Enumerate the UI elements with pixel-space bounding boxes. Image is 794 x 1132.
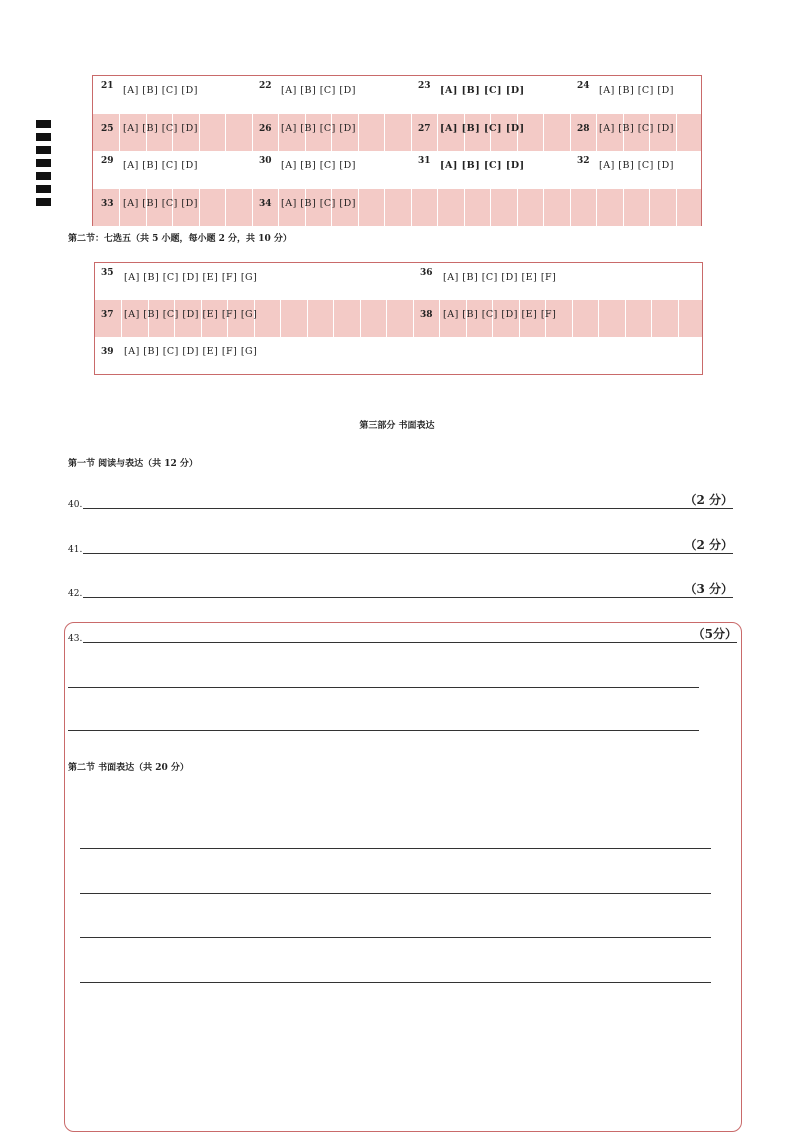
cell-divider bbox=[625, 300, 626, 337]
cell-divider bbox=[517, 189, 518, 226]
cell-divider bbox=[360, 300, 361, 337]
question-number: 28 bbox=[577, 123, 590, 134]
question-number: 37 bbox=[101, 310, 114, 320]
answer-bubbles-q34[interactable]: [A] [B] [C] [D] bbox=[281, 197, 356, 209]
answer-bubbles-q28[interactable]: [A] [B] [C] [D] bbox=[599, 122, 674, 134]
answer-bubbles-q31[interactable]: [A] [B] [C] [D] bbox=[440, 160, 525, 171]
answer-bubbles-q32[interactable]: [A] [B] [C] [D] bbox=[599, 160, 674, 171]
cell-divider bbox=[121, 300, 122, 337]
grid-row bbox=[95, 300, 702, 337]
essay-rule[interactable] bbox=[80, 982, 711, 983]
answer-bubbles-q22[interactable]: [A] [B] [C] [D] bbox=[281, 85, 356, 96]
grid-row bbox=[93, 151, 701, 188]
answer-line-41[interactable] bbox=[68, 539, 733, 555]
grid-row bbox=[93, 76, 701, 113]
cell-divider bbox=[386, 300, 387, 337]
part3-title: 第三部分 书面表达 bbox=[359, 421, 435, 431]
answer-bubbles-q30[interactable]: [A] [B] [C] [D] bbox=[281, 160, 356, 171]
question-number: 27 bbox=[418, 123, 431, 134]
grid-row bbox=[93, 114, 701, 151]
question-number: 43. bbox=[68, 634, 83, 644]
section-write-label: 第二节 书面表达（共 20 分） bbox=[68, 763, 189, 773]
cell-divider bbox=[678, 300, 679, 337]
answer-line-40[interactable] bbox=[68, 494, 733, 510]
cell-divider bbox=[225, 114, 226, 151]
cell-divider bbox=[199, 114, 200, 151]
cell-divider bbox=[225, 189, 226, 226]
cell-divider bbox=[437, 114, 438, 151]
score-label: （2 分） bbox=[684, 538, 733, 552]
section-read-label: 第一节 阅读与表达（共 12 分） bbox=[68, 459, 198, 469]
multiple-choice-grid bbox=[92, 75, 702, 226]
question-number: 42. bbox=[68, 589, 83, 599]
score-label: （3 分） bbox=[684, 582, 733, 596]
answer-bubbles-q26[interactable]: [A] [B] [C] [D] bbox=[281, 122, 356, 134]
cell-divider bbox=[596, 114, 597, 151]
answer-line-43[interactable] bbox=[68, 628, 737, 644]
cell-divider bbox=[411, 189, 412, 226]
question-number: 26 bbox=[259, 123, 272, 134]
cell-divider bbox=[333, 300, 334, 337]
question-number: 21 bbox=[101, 81, 114, 91]
timing-mark bbox=[36, 159, 51, 167]
cell-divider bbox=[649, 189, 650, 226]
timing-mark bbox=[36, 185, 51, 193]
answer-bubbles-q21[interactable]: [A] [B] [C] [D] bbox=[123, 85, 198, 96]
writing-rule[interactable] bbox=[68, 687, 699, 688]
cell-divider bbox=[307, 300, 308, 337]
cell-divider bbox=[623, 189, 624, 226]
timing-mark bbox=[36, 198, 51, 206]
answer-bubbles-q35[interactable]: [A] [B] [C] [D] [E] [F] [G] bbox=[124, 272, 258, 283]
timing-mark bbox=[36, 146, 51, 154]
answer-bubbles-q24[interactable]: [A] [B] [C] [D] bbox=[599, 85, 674, 96]
cell-divider bbox=[543, 114, 544, 151]
cell-divider bbox=[384, 189, 385, 226]
question-number: 24 bbox=[577, 81, 590, 91]
answer-bubbles-q29[interactable]: [A] [B] [C] [D] bbox=[123, 160, 198, 171]
writing-rule[interactable] bbox=[68, 730, 699, 731]
grid-row bbox=[95, 263, 702, 300]
answer-bubbles-q39[interactable]: [A] [B] [C] [D] [E] [F] [G] bbox=[124, 346, 258, 357]
cell-divider bbox=[252, 189, 253, 226]
timing-mark bbox=[36, 172, 51, 180]
cell-divider bbox=[570, 189, 571, 226]
question-number: 36 bbox=[420, 268, 433, 278]
question-number: 35 bbox=[101, 268, 114, 278]
cell-divider bbox=[358, 114, 359, 151]
question-number: 41. bbox=[68, 545, 83, 555]
answer-bubbles-q23[interactable]: [A] [B] [C] [D] bbox=[440, 85, 525, 96]
cell-divider bbox=[543, 189, 544, 226]
writing-rule bbox=[83, 508, 733, 509]
cell-divider bbox=[119, 114, 120, 151]
cell-divider bbox=[596, 189, 597, 226]
cell-divider bbox=[676, 114, 677, 151]
score-label: （2 分） bbox=[684, 493, 733, 507]
cell-divider bbox=[651, 300, 652, 337]
cell-divider bbox=[278, 189, 279, 226]
writing-answer-box bbox=[64, 622, 742, 1132]
timing-mark bbox=[36, 120, 51, 128]
cell-divider bbox=[199, 189, 200, 226]
cell-divider bbox=[437, 189, 438, 226]
question-number: 29 bbox=[101, 156, 114, 166]
cell-divider bbox=[572, 300, 573, 337]
question-number: 33 bbox=[101, 198, 114, 209]
cell-divider bbox=[280, 300, 281, 337]
cell-divider bbox=[411, 114, 412, 151]
cell-divider bbox=[598, 300, 599, 337]
question-number: 39 bbox=[101, 347, 114, 357]
cell-divider bbox=[278, 114, 279, 151]
answer-line-42[interactable] bbox=[68, 583, 733, 599]
question-number: 22 bbox=[259, 81, 272, 91]
cell-divider bbox=[464, 189, 465, 226]
question-number: 31 bbox=[418, 156, 431, 166]
cell-divider bbox=[490, 189, 491, 226]
cell-divider bbox=[384, 114, 385, 151]
timing-mark bbox=[36, 133, 51, 141]
answer-bubbles-q36[interactable]: [A] [B] [C] [D] [E] [F] bbox=[443, 272, 557, 283]
grid-row bbox=[93, 189, 701, 226]
question-number: 34 bbox=[259, 198, 272, 209]
question-number: 30 bbox=[259, 156, 272, 166]
cell-divider bbox=[252, 114, 253, 151]
writing-rule bbox=[83, 642, 737, 643]
question-number: 40. bbox=[68, 500, 83, 510]
cell-divider bbox=[570, 114, 571, 151]
seven-choice-grid bbox=[94, 262, 703, 375]
answer-bubbles-q25[interactable]: [A] [B] [C] [D] bbox=[123, 122, 198, 134]
cell-divider bbox=[413, 300, 414, 337]
essay-rule[interactable] bbox=[80, 893, 711, 894]
essay-rule[interactable] bbox=[80, 937, 711, 938]
cell-divider bbox=[676, 189, 677, 226]
grid-row bbox=[95, 337, 702, 374]
question-number: 38 bbox=[420, 310, 433, 320]
cell-divider bbox=[119, 189, 120, 226]
question-number: 23 bbox=[418, 81, 431, 91]
question-number: 32 bbox=[577, 156, 590, 166]
question-number: 25 bbox=[101, 123, 114, 134]
cell-divider bbox=[439, 300, 440, 337]
answer-bubbles-q27[interactable]: [A] [B] [C] [D] bbox=[440, 122, 525, 134]
writing-rule bbox=[83, 553, 733, 554]
answer-bubbles-q33[interactable]: [A] [B] [C] [D] bbox=[123, 197, 198, 209]
essay-rule[interactable] bbox=[80, 848, 711, 849]
score-label: （5分） bbox=[692, 627, 737, 641]
answer-bubbles-q38[interactable]: [A] [B] [C] [D] [E] [F] bbox=[443, 309, 557, 320]
cell-divider bbox=[358, 189, 359, 226]
section2-label: 第二节：七选五（共 5 小题，每小题 2 分，共 10 分） bbox=[68, 234, 292, 244]
writing-rule bbox=[83, 597, 733, 598]
answer-bubbles-q37[interactable]: [A] [B] [C] [D] [E] [F] [G] bbox=[124, 309, 258, 320]
